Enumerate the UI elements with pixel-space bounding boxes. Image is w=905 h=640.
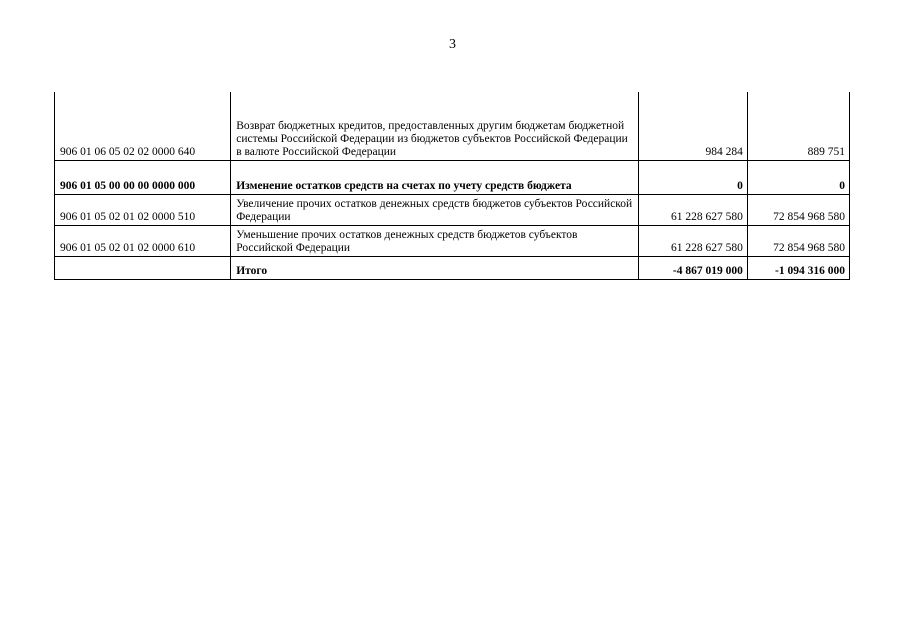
table-row: [55, 161, 850, 195]
budget-sources-table: [54, 92, 850, 280]
amount-cell-year2: 72 854 968 580: [747, 195, 849, 226]
description-cell: Возврат бюджетных кредитов, предоставленных другим бюджетам бюджетной системы Российской Федерации из бюджетов субъектов Российской Федерации в валюте Российской Федерации: [231, 92, 639, 161]
amount-cell-year1: 61 228 627 580: [638, 195, 747, 226]
total-row: [55, 257, 850, 280]
description-cell: Уменьшение прочих остатков денежных средств бюджетов субъектов Российской Федерации: [231, 226, 639, 257]
table-row: [55, 195, 850, 226]
budget-code-cell: 906 01 05 02 01 02 0000 610: [55, 226, 231, 257]
total-amount-year1: -4 867 019 000: [638, 257, 747, 280]
budget-code-cell: 906 01 06 05 02 02 0000 640: [55, 92, 231, 161]
description-cell: Изменение остатков средств на счетах по учету средств бюджета: [231, 161, 639, 195]
budget-code-cell: 906 01 05 02 01 02 0000 510: [55, 195, 231, 226]
amount-cell-year1: 984 284: [638, 92, 747, 161]
total-label-cell: Итого: [231, 257, 639, 280]
total-amount-year2: -1 094 316 000: [747, 257, 849, 280]
table-row: [55, 92, 850, 161]
amount-cell-year2: 72 854 968 580: [747, 226, 849, 257]
budget-code-cell: [55, 257, 231, 280]
amount-cell-year2: 889 751: [747, 92, 849, 161]
description-cell: Увеличение прочих остатков денежных средств бюджетов субъектов Российской Федерации: [231, 195, 639, 226]
table-row: [55, 226, 850, 257]
budget-code-cell: 906 01 05 00 00 00 0000 000: [55, 161, 231, 195]
page-number: 3: [449, 37, 456, 52]
amount-cell-year2: 0: [747, 161, 849, 195]
amount-cell-year1: 61 228 627 580: [638, 226, 747, 257]
amount-cell-year1: 0: [638, 161, 747, 195]
